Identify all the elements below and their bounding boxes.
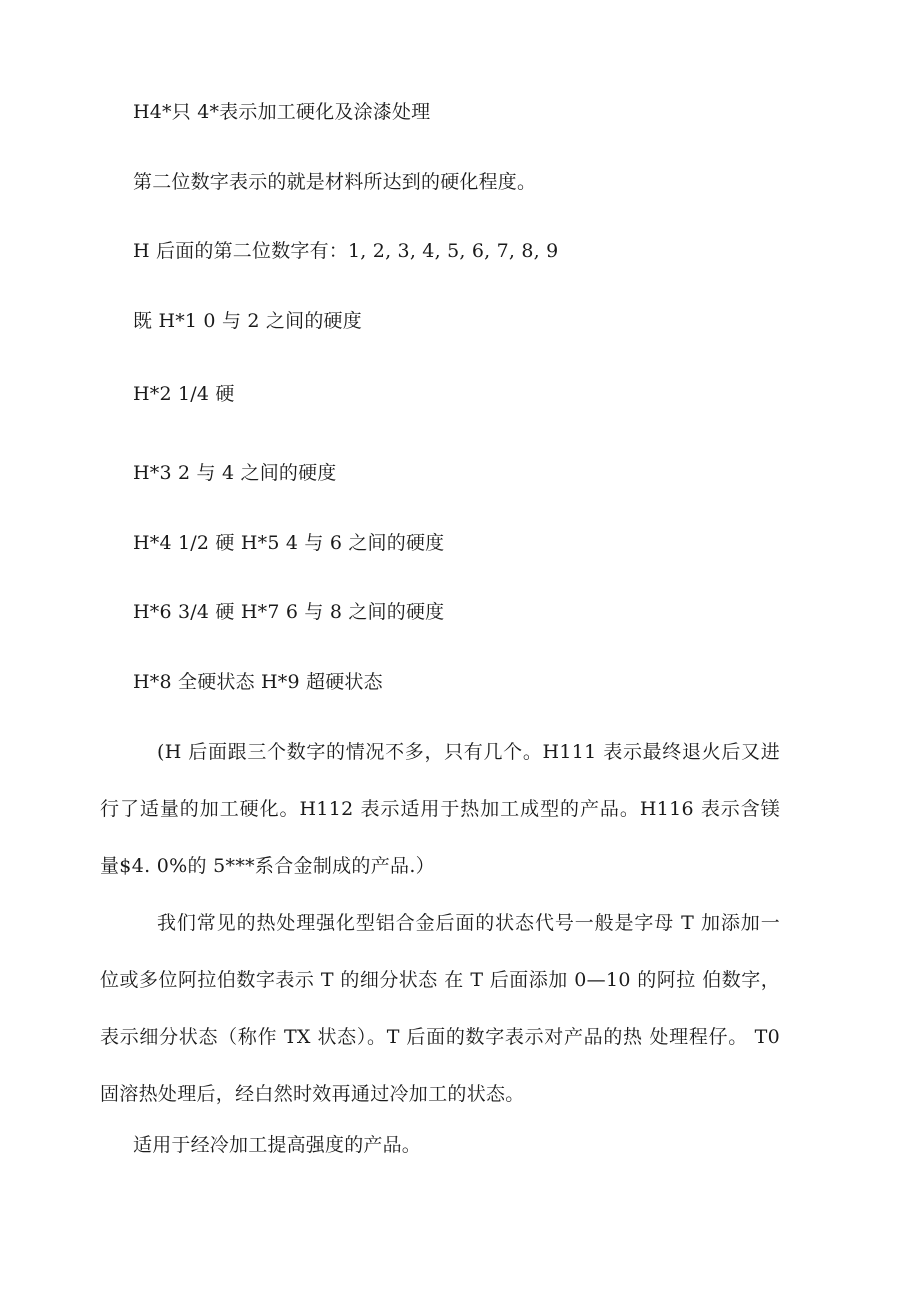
paragraph-t-state: 我们常见的热处理强化型铝合金后面的状态代号一般是字母 T 加添加一位或多位阿拉伯数字表示 T 的细分状态 在 T 后面添加 0—10 的阿拉 伯数字，表示细分状态（称作 TX 状态）。T 后面的数字表示对产品的热 处理程仔。 T0 固溶热处理后，经白然时效再通过冷加工的状态。 [100,912,780,1105]
text-line-second-digit: 第二位数字表示的就是材料所达到的硬化程度。 [133,171,537,193]
text-line-h4-h5: H*4 1/2 硬 H*5 4 与 6 之间的硬度 [133,532,445,554]
text-line-h1: 既 H*1 0 与 2 之间的硬度 [133,310,362,332]
text-line-h2: H*2 1/4 硬 [133,383,235,405]
text-line-h3: H*3 2 与 4 之间的硬度 [133,462,337,484]
paragraph-h-three-digit: (H 后面跟三个数字的情况不多，只有几个。H111 表示最终退火后又进行了适量的加工硬化。H112 表示适用于热加工成型的产品。H116 表示含镁量$4. 0%的 5***系合金制成的产品.） [100,741,780,877]
text-line-h4: H4*只 4*表示加工硬化及涂漆处理 [133,101,431,123]
text-line-cold-work: 适用于经冷加工提高强度的产品。 [133,1134,422,1156]
text-line-digit-list: H 后面的第二位数字有：1, 2, 3, 4, 5, 6, 7, 8, 9 [133,240,559,262]
text-line-h6-h7: H*6 3/4 硬 H*7 6 与 8 之间的硬度 [133,601,445,623]
text-line-h8-h9: H*8 全硬状态 H*9 超硬状态 [133,671,383,693]
